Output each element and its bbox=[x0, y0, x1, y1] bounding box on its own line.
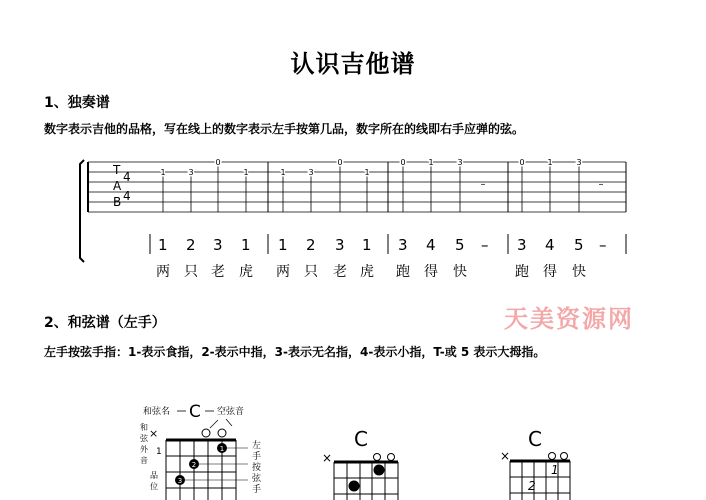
tab-fret-note: 0 bbox=[215, 158, 221, 167]
chord-name: C bbox=[528, 427, 542, 451]
numbered-note: 1 bbox=[362, 236, 372, 254]
mute-x-icon: × bbox=[500, 449, 511, 463]
tab-rest: – bbox=[480, 179, 486, 190]
numbered-note: 1 bbox=[158, 236, 168, 254]
tab-clef-t: T bbox=[113, 163, 121, 177]
tab-strings bbox=[88, 162, 626, 212]
fretboard bbox=[334, 462, 398, 500]
open-string-icon bbox=[218, 429, 226, 437]
time-signature-top: 4 bbox=[123, 170, 131, 184]
tab-rest: – bbox=[598, 179, 604, 190]
open-string-icon bbox=[561, 453, 568, 460]
mute-x-icon: × bbox=[149, 427, 159, 440]
numbered-note: 5 bbox=[455, 236, 465, 254]
lyric-char: 两 bbox=[156, 264, 170, 280]
fretboard bbox=[510, 461, 570, 500]
fret-position-label: 品 位 bbox=[150, 471, 158, 491]
numbered-note: 3 bbox=[335, 236, 345, 254]
lyric-char: 老 bbox=[211, 264, 225, 280]
tab-fret-note: 1 bbox=[547, 158, 553, 167]
numbered-note: 1 bbox=[278, 236, 288, 254]
tab-brace bbox=[80, 160, 84, 262]
tab-clef-a: A bbox=[113, 179, 122, 193]
numbered-note: 3 bbox=[398, 236, 408, 254]
open-string-icon bbox=[374, 454, 381, 461]
chord-name-label: 和弦名 bbox=[143, 407, 171, 417]
lyric-char: 跑 bbox=[515, 264, 529, 280]
tab-clef-b: B bbox=[113, 195, 122, 209]
lyric-char: 快 bbox=[453, 264, 467, 280]
lyric-char: 快 bbox=[572, 264, 586, 280]
open-string-icon bbox=[388, 454, 395, 461]
tab-fret-note: 1 bbox=[364, 168, 370, 177]
numbered-rest: – bbox=[599, 236, 607, 254]
section-heading-chord: 2、和弦谱（左手） bbox=[44, 315, 166, 331]
finger-number: 1 bbox=[219, 445, 225, 453]
chord-name: C bbox=[354, 427, 368, 451]
outer-note-label: 和 弦 外 音 bbox=[140, 423, 148, 465]
lyric-char: 得 bbox=[543, 264, 557, 280]
numbered-note: 5 bbox=[574, 236, 584, 254]
tab-fret-note: 1 bbox=[160, 168, 166, 177]
lyric-char: 得 bbox=[424, 264, 438, 280]
open-string-icon bbox=[202, 429, 210, 437]
tab-note-stems bbox=[163, 166, 579, 212]
page-title: 认识吉他谱 bbox=[290, 50, 416, 78]
tab-fret-note: 1 bbox=[428, 158, 434, 167]
numbered-rest: – bbox=[481, 236, 489, 254]
lyric-char: 两 bbox=[276, 264, 290, 280]
mute-x-icon: × bbox=[322, 451, 333, 465]
chord-diagram-annotated bbox=[130, 396, 290, 500]
tab-fret-note: 0 bbox=[400, 158, 406, 167]
tab-fret-note: 3 bbox=[576, 158, 582, 167]
chord-diagram-c-fingers bbox=[498, 424, 588, 500]
numbered-note: 4 bbox=[426, 236, 436, 254]
time-signature-bottom: 4 bbox=[123, 189, 131, 203]
finger-number: 1 bbox=[551, 463, 559, 477]
chord-diagram-c-dots bbox=[318, 424, 408, 500]
finger-number: 3 bbox=[177, 477, 183, 485]
finger-number: 2 bbox=[528, 479, 536, 493]
chord-name: C bbox=[189, 402, 201, 422]
finger-dot bbox=[374, 465, 385, 476]
tab-barlines bbox=[268, 162, 626, 212]
open-string-label: 空弦音 bbox=[217, 407, 245, 417]
finger-number: 2 bbox=[191, 461, 197, 469]
tab-fret-note: 1 bbox=[280, 168, 286, 177]
watermark: 天美资源网 bbox=[504, 305, 634, 333]
finger-label: 左 手 按 弦 手 bbox=[252, 441, 262, 495]
numbered-note: 3 bbox=[517, 236, 527, 254]
tab-fret-note: 1 bbox=[243, 168, 249, 177]
lyric-char: 虎 bbox=[360, 264, 374, 280]
lyric-char: 虎 bbox=[239, 264, 253, 280]
tab-fret-note: 0 bbox=[519, 158, 525, 167]
numbered-note: 2 bbox=[186, 236, 196, 254]
tab-fret-note: 3 bbox=[457, 158, 463, 167]
lyric-char: 跑 bbox=[396, 264, 410, 280]
tab-fret-note: 3 bbox=[308, 168, 314, 177]
section-description-solo: 数字表示吉他的品格，写在线上的数字表示左手按第几品，数字所在的线即右手应弹的弦。 bbox=[44, 122, 525, 136]
lyric-char: 只 bbox=[304, 264, 318, 280]
section-description-chord: 左手按弦手指：1-表示食指，2-表示中指，3-表示无名指，4-表示小指，T-或 5 表示大拇指。 bbox=[44, 345, 546, 359]
numbered-note: 4 bbox=[545, 236, 555, 254]
numbered-note: 3 bbox=[213, 236, 223, 254]
section-heading-solo: 1、独奏谱 bbox=[44, 95, 110, 111]
open-string-icon bbox=[549, 453, 556, 460]
tab-fret-note: 0 bbox=[337, 158, 343, 167]
lyric-char: 老 bbox=[333, 264, 347, 280]
tab-fret-note: 3 bbox=[188, 168, 194, 177]
numbered-note: 1 bbox=[241, 236, 251, 254]
lyric-char: 只 bbox=[184, 264, 198, 280]
numbered-note: 2 bbox=[306, 236, 316, 254]
finger-dot bbox=[349, 481, 360, 492]
fret-number: 1 bbox=[156, 447, 162, 457]
